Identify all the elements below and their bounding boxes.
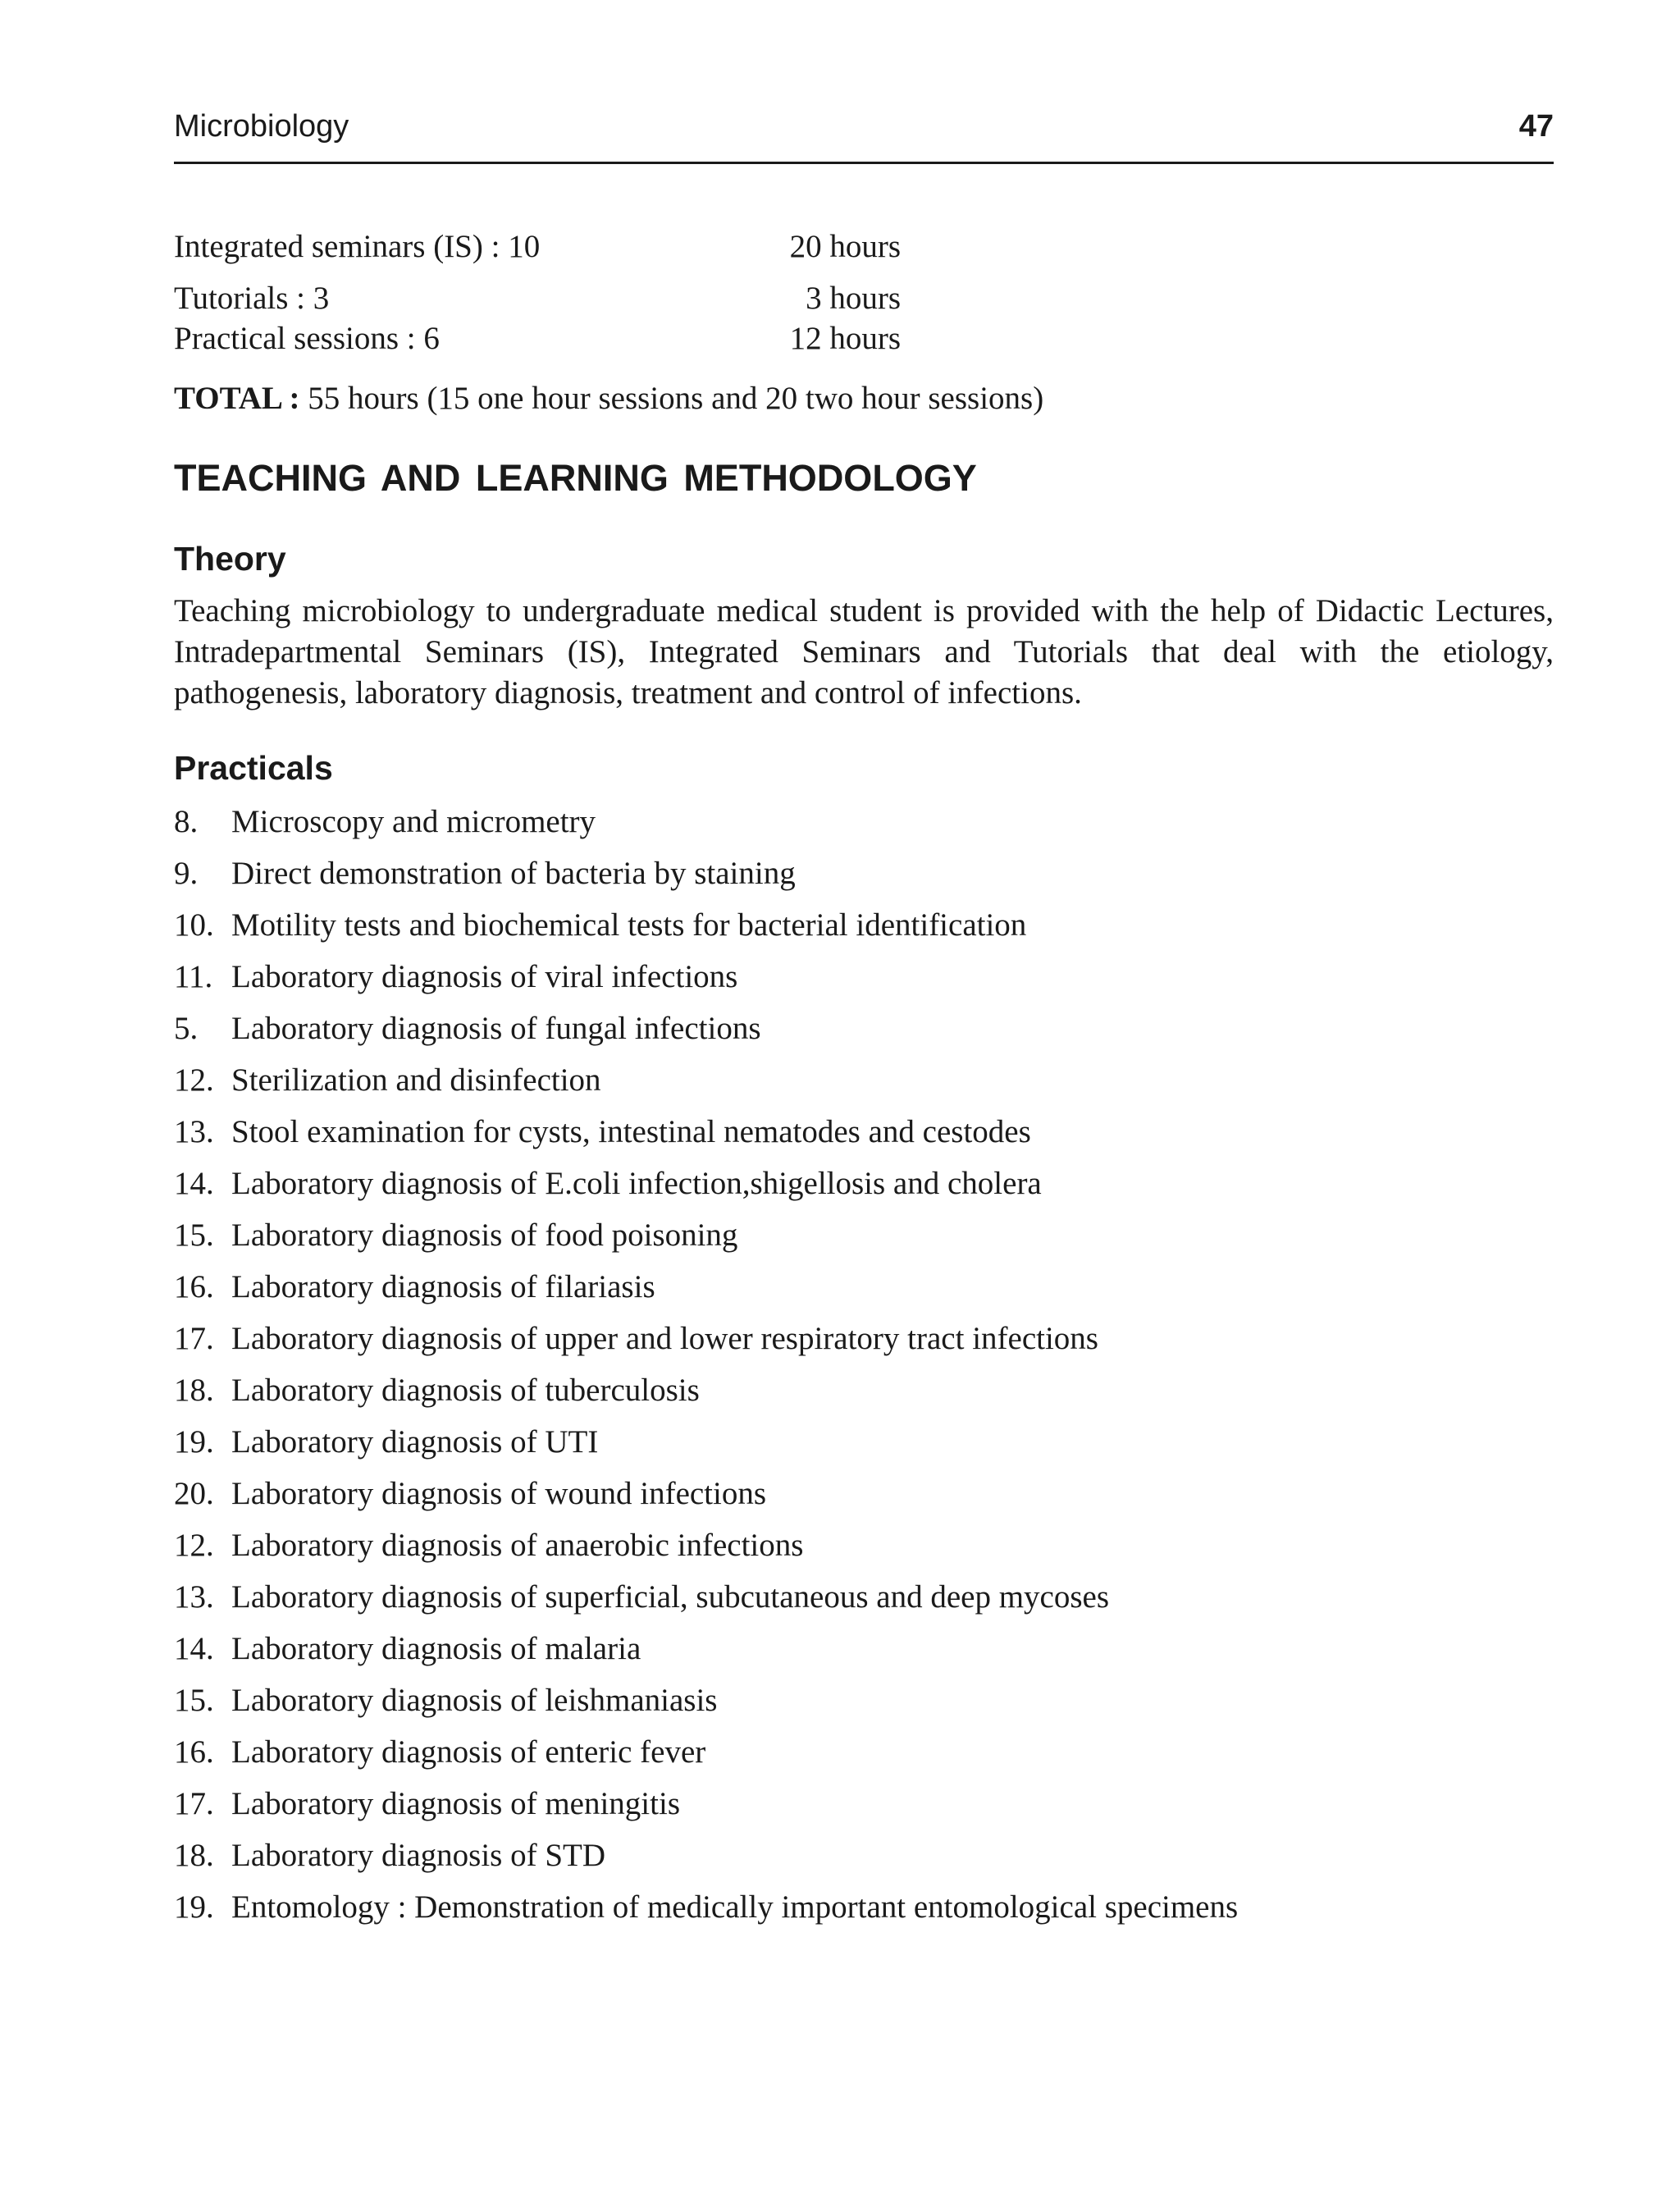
item-number: 19. <box>174 1424 214 1460</box>
item-text: Laboratory diagnosis of enteric fever <box>231 1734 706 1770</box>
list-item <box>174 802 1554 853</box>
page-number: 47 <box>1518 109 1554 144</box>
item-number: 12. <box>174 1062 214 1098</box>
item-text: Laboratory diagnosis of wound infections <box>231 1476 767 1511</box>
list-item <box>174 1887 1554 1939</box>
item-number: 20. <box>174 1476 214 1511</box>
item-number: 17. <box>174 1786 214 1821</box>
hours-value: 12 hours <box>789 321 901 356</box>
item-number: 15. <box>174 1683 214 1718</box>
hours-label: Integrated seminars (IS) : 10 <box>174 229 541 264</box>
hours-row-integrated-seminars <box>174 228 912 269</box>
item-number: 8. <box>174 804 199 839</box>
list-item <box>174 1525 1554 1577</box>
item-number: 16. <box>174 1269 214 1304</box>
item-number: 10. <box>174 907 214 943</box>
list-item <box>174 1473 1554 1525</box>
item-number: 13. <box>174 1579 214 1615</box>
page-header <box>174 109 1554 164</box>
section-heading: TEACHING AND LEARNING METHODOLOGY <box>174 457 977 499</box>
hours-value: 3 hours <box>806 281 901 316</box>
item-number: 5. <box>174 1011 199 1046</box>
item-text: Laboratory diagnosis of UTI <box>231 1424 599 1460</box>
total-text: 55 hours (15 one hour sessions and 20 two hour sessions) <box>308 381 1044 416</box>
item-number: 18. <box>174 1838 214 1873</box>
item-text: Stool examination for cysts, intestinal nematodes and cestodes <box>231 1114 1031 1149</box>
item-number: 9. <box>174 856 199 891</box>
theory-paragraph: Teaching microbiology to undergraduate medical student is provided with the help of Didactic Lectures, Intradepartmental Seminars (IS), Integrated Seminars and Tutorials that deal with the etiology, pathogenesis, laboratory diagnosis, treatment and control of infections. <box>174 593 1554 710</box>
item-text: Laboratory diagnosis of STD <box>231 1838 606 1873</box>
list-item <box>174 1732 1554 1784</box>
hours-label: Tutorials : 3 <box>174 281 330 316</box>
item-number: 12. <box>174 1528 214 1563</box>
item-text: Laboratory diagnosis of food poisoning <box>231 1217 738 1253</box>
item-text: Laboratory diagnosis of viral infections <box>231 959 738 994</box>
theory-heading: Theory <box>174 540 286 578</box>
item-number: 14. <box>174 1166 214 1201</box>
item-text: Laboratory diagnosis of malaria <box>231 1631 641 1666</box>
item-text: Sterilization and disinfection <box>231 1062 601 1098</box>
item-number: 16. <box>174 1734 214 1770</box>
practicals-list <box>174 802 1554 1939</box>
list-item <box>174 1422 1554 1473</box>
item-text: Motility tests and biochemical tests for bacterial identification <box>231 907 1027 943</box>
item-number: 19. <box>174 1889 214 1925</box>
list-item <box>174 1784 1554 1835</box>
item-text: Laboratory diagnosis of leishmaniasis <box>231 1683 718 1718</box>
list-item <box>174 1835 1554 1887</box>
item-text: Direct demonstration of bacteria by staining <box>231 856 796 891</box>
list-item <box>174 957 1554 1008</box>
list-item <box>174 1060 1554 1112</box>
list-item <box>174 1163 1554 1215</box>
item-text: Microscopy and micrometry <box>231 804 596 839</box>
item-text: Laboratory diagnosis of tuberculosis <box>231 1373 700 1408</box>
list-item <box>174 1370 1554 1422</box>
list-item <box>174 1318 1554 1370</box>
item-text: Laboratory diagnosis of fungal infections <box>231 1011 761 1046</box>
list-item <box>174 853 1554 905</box>
hours-label: Practical sessions : 6 <box>174 321 440 356</box>
list-item <box>174 1215 1554 1267</box>
total-label: TOTAL : <box>174 381 300 416</box>
item-text: Laboratory diagnosis of superficial, subcutaneous and deep mycoses <box>231 1579 1110 1615</box>
hours-row-tutorials <box>174 280 912 321</box>
item-text: Laboratory diagnosis of anaerobic infections <box>231 1528 804 1563</box>
total-hours <box>174 380 1043 417</box>
hours-row-practical-sessions <box>174 320 912 361</box>
item-number: 18. <box>174 1373 214 1408</box>
practicals-heading: Practicals <box>174 749 333 787</box>
item-text: Laboratory diagnosis of E.coli infection,shigellosis and cholera <box>231 1166 1042 1201</box>
list-item <box>174 905 1554 957</box>
hours-value: 20 hours <box>789 229 901 264</box>
list-item <box>174 1112 1554 1163</box>
item-number: 13. <box>174 1114 214 1149</box>
item-text: Laboratory diagnosis of meningitis <box>231 1786 680 1821</box>
item-number: 14. <box>174 1631 214 1666</box>
running-title: Microbiology <box>174 109 349 144</box>
item-number: 11. <box>174 959 213 994</box>
list-item <box>174 1267 1554 1318</box>
item-text: Laboratory diagnosis of upper and lower respiratory tract infections <box>231 1321 1098 1356</box>
item-number: 17. <box>174 1321 214 1356</box>
item-number: 15. <box>174 1217 214 1253</box>
list-item <box>174 1577 1554 1629</box>
item-text: Laboratory diagnosis of filariasis <box>231 1269 655 1304</box>
item-text: Entomology : Demonstration of medically important entomological specimens <box>231 1889 1239 1925</box>
list-item <box>174 1629 1554 1680</box>
list-item <box>174 1008 1554 1060</box>
list-item <box>174 1680 1554 1732</box>
